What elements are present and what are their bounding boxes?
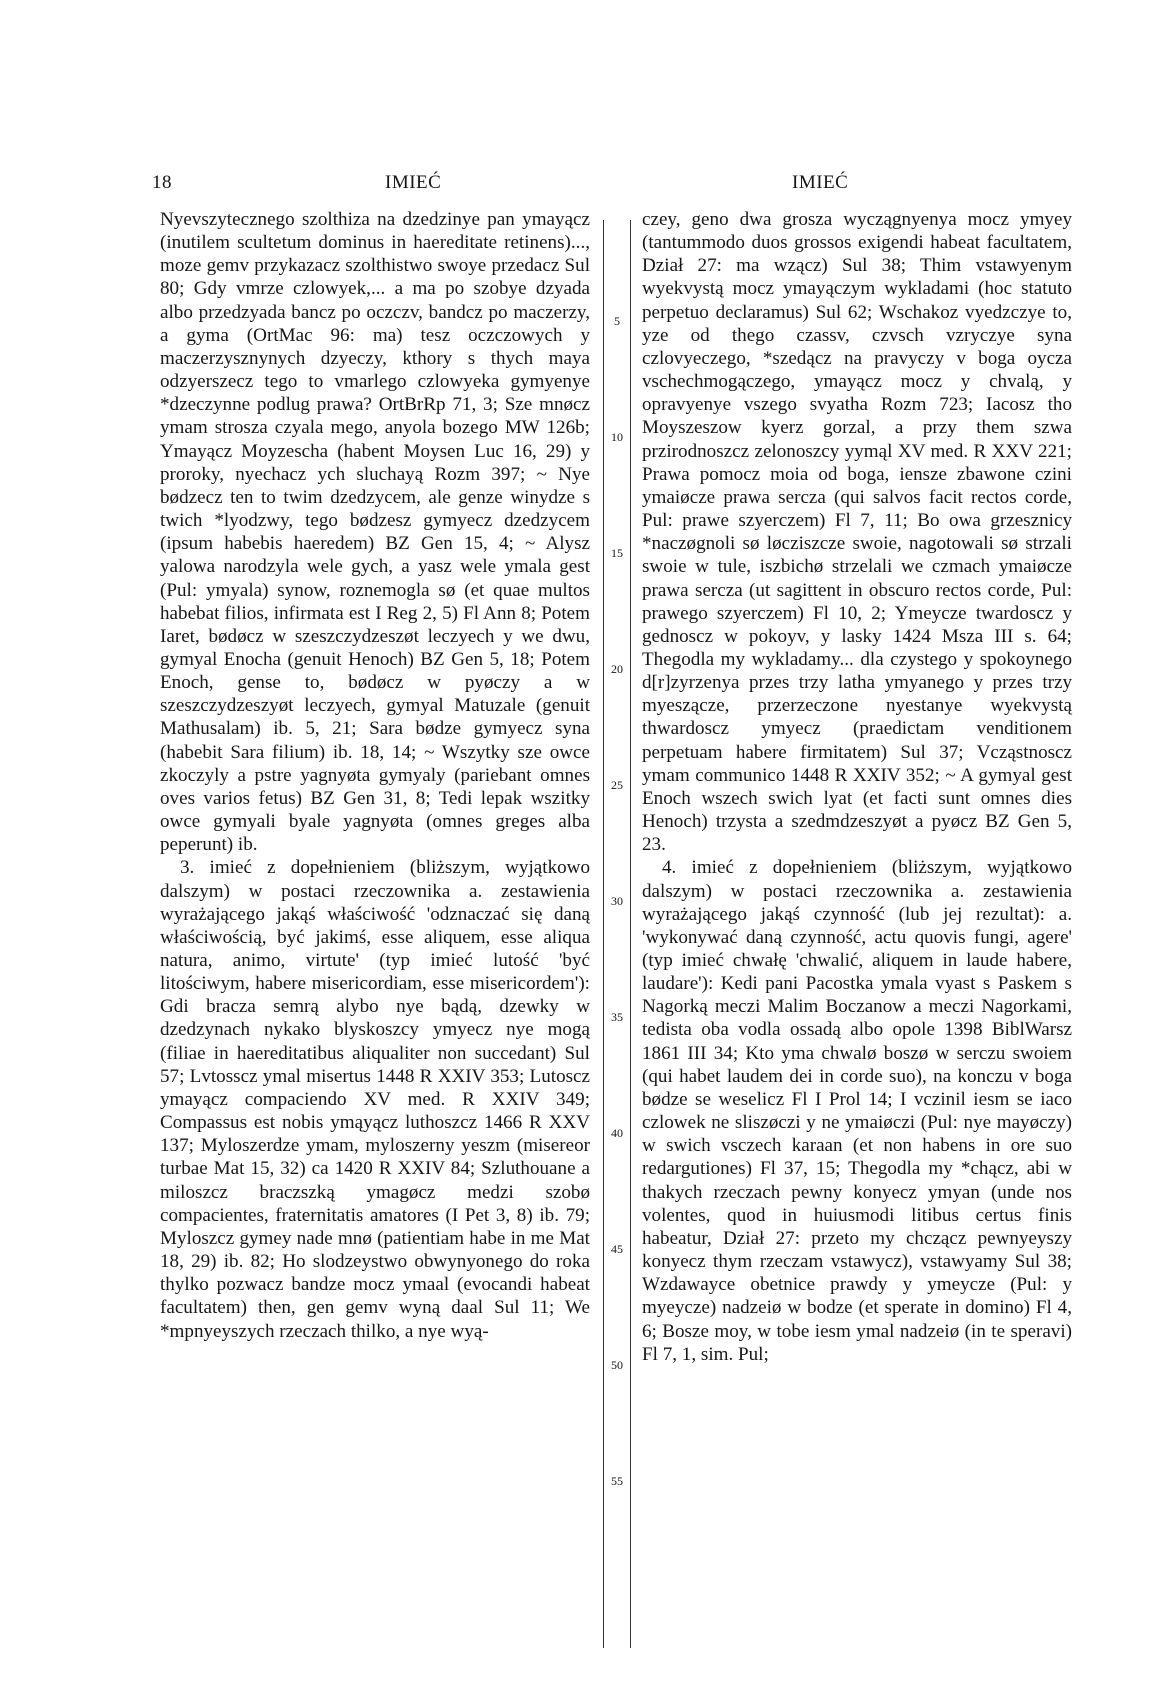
line-number-20: 20 bbox=[611, 662, 623, 676]
left-paragraph-1: Nyevszytecznego szolthiza na dzedzinye pan ymayącz (inutilem scultetum dominus in haereditate retinens)..., moze gemv przykazacz szolthistwo swoye przedacz Sul 80; Gdy vmrze czlowyek,... a ma po szobye dzyada albo przedzyada bancz po oczczv, bandcz po maczerzy, a gyma (OrtMac 96: ma) tesz oczczowych y maczerzysznynych dzyeczy, kthory s thych maya odzyerszecz tego to vmarlego czlowyeka gymyenye *dzeczynne podlug prawa? OrtBrRp 71, 3; Sze mnøcz ymam strosza czyala mego, anyola bozego MW 126b; Ymayącz Moyzescha (habent Moysen Luc 16, 29) y proroky, nyechacz ych sluchayą Rozm 397; ~ Nye bødzecz ten to twim dzedzycem, ale genze winydze s twich *lyodzwy, tego bødzesz gymyecz dzedzycem (ipsum habebis haeredem) BZ Gen 15, 4; ~ Alysz yalowa narodzyla wele gych, a yasz wele ymala gest (Pul: ymyala) synow, roznemogla sø (et quae multos habebat filios, infirmata est I Reg 2, 5) Fl Ann 8; Potem Iaret, bødøcz w szeszczydzeszøt leczyech y we dwu, gymyal Enocha (genuit Henoch) BZ Gen 5, 18; Potem Enoch, gense to, bødøcz w pyøczy a w szeszczydzeszyøt leczyech, gymyal Matuzale (genuit Mathusalam) ib. 5, 21; Sara bødze gymyecz syna (habebit Sara filium) ib. 18, 14; ~ Wszytky sze owce zkoczyly a pstre yagnyøta gymyaly (pariebant omnes oves varios fetus) BZ Gen 31, 8; Tedi lepak wszitky owce gymyali byale yagnyøta (omnes greges alba peperunt) ib. bbox=[160, 209, 590, 856]
right-running-head: IMIEĆ bbox=[792, 172, 849, 193]
line-number-40: 40 bbox=[611, 1126, 623, 1140]
line-number-55: 55 bbox=[611, 1474, 623, 1488]
left-running-head: IMIEĆ bbox=[385, 172, 442, 193]
left-column bbox=[160, 208, 590, 1343]
line-number-50: 50 bbox=[611, 1358, 623, 1372]
line-number-15: 15 bbox=[611, 546, 623, 560]
column-divider-right bbox=[630, 220, 631, 1648]
line-number-5: 5 bbox=[614, 314, 620, 328]
page-number: 18 bbox=[152, 172, 172, 193]
right-paragraph-2: 4. imieć z dopełnieniem (bliższym, wyjątkowo dalszym) w postaci rzeczownika a. zestawienia wyrażającego jakąś czynność (lub jej rezultat): a. 'wykonywać daną czynność, actu quovis fungi, agere' (typ imieć chwałę 'chwalić, aliquem in laude habere, laudare'): Kedi pani Pacostka ymala vyast s Paskem s Nagorką meczi Malim Boczanow a meczi Nagorkami, tedista oba vodla ossadą albo opole 1398 BiblWarsz 1861 III 34; Kto yma chwalø boszø w serczu swoiem (qui habet laudem dei in corde suo), na konczu v boga bødze se weselicz Fl I Prol 14; I vczinil iesm se iaco czlowek ne sliszøczi y ne ymaiøczi (Pul: nye mayøczy) w swich vsczech karaan (et non habens in ore suo redargutiones) Fl 37, 15; Thegodla my *chącz, abi w thakych rzeczach pewny konyecz ymyan (unde nos volentes, quod in huiusmodi litibus certus finis habeatur, Dział 27: przeto my chczącz pewnyeyszy konyecz thym rzeczam vstawycz), vstawyamy Sul 38; Wzdawayce obetnice prawdy y ymeycze (Pul: y myeycze) nadzeiø w bodze (et sperate in domino) Fl 4, 6; Bosze moy, w tobe iesm ymal nadzeiø (in te speravi) Fl 7, 1, sim. Pul; bbox=[642, 857, 1072, 1365]
line-number-10: 10 bbox=[611, 430, 623, 444]
line-number-45: 45 bbox=[611, 1242, 623, 1256]
line-number-25: 25 bbox=[611, 778, 623, 792]
line-number-30: 30 bbox=[611, 894, 623, 908]
left-paragraph-2: 3. imieć z dopełnieniem (bliższym, wyjątkowo dalszym) w postaci rzeczownika a. zestawienia wyrażającego jakąś właściwość 'odznaczać się daną właściwością, być jakimś, esse aliquem, esse aliqua natura, animo, virtute' (typ imieć lutość 'być litościwym, habere misericordiam, esse misericordem'): Gdi bracza semrą alybo nye bądą, dzewky w dzedzynach nykako blyskoszcy ymyecz nye mogą (filiae in haereditatibus aliqualiter non succedant) Sul 57; Lvtosscz ymal misertus 1448 R XXIV 353; Lutoscz ymayącz compaciendo XV med. R XXIV 349; Compassus est nobis ymąyącz luthoszcz 1466 R XXV 137; Myloszerdze ymam, myloszerny yeszm (misereor turbae Mat 15, 32) ca 1420 R XXIV 84; Szluthouane a miloszcz braczszką ymagøcz medzi szobø compacientes, fraternitatis amatores (I Pet 3, 8) ib. 79; Myloszcz gymey nade mnø (patientiam habe in me Mat 18, 29) ib. 82; Ho slodzeystwo obwynyonego do roka thylko pozwacz bandze mocz ymaal (evocandi habeat facultatem) then, gen gemv wyną daal Sul 11; We *mpnyeyszych rzeczach thilko, a nye wyą- bbox=[160, 857, 590, 1342]
column-divider-left bbox=[603, 220, 604, 1648]
line-number-35: 35 bbox=[611, 1010, 623, 1024]
right-column bbox=[642, 208, 1072, 1366]
right-paragraph-1: czey, geno dwa grosza wyczągnyenya mocz ymyey (tantummodo duos grossos exigendi habeat facultatem, Dział 27: ma wząсz) Sul 38; Thim vstawyenym wyekvystą mocz ymayączym wykladami (hoc statuto perpetuo declaramus) Sul 62; Wschakoz vyedzczye to, yze od thego czassv, czvsch vzryczye syna czlovyeczego, *szedącz na pravyczy v boga oycza vschechmogączego, ymayącz mocz y chvalą, y opravyenye vszego svyatha Rozm 723; Iacosz tho Moyszeszow kyerz gorzal, a przy them szwa przirodnoszcz zelonoszcy yymąl XV med. R XXV 221; Prawa pomocz moia od boga, iensze zbawone czini ymaiøcze prawa sercza (qui salvos facit rectos corde, Pul: prawe szyerczem) Fl 7, 11; Bo owa grzesznicy *naczøgnoli sø løcziszcze swoie, nagotowali sø strzali swoie w tule, iszbichø strzelali we czmach ymaiøcze prawa sercza (ut sagittent in obscuro rectos corde, Pul: prawego szyerczem) Fl 10, 2; Ymeycze twardoscz y gednoscz w pokoyv, y lasky 1424 Msza III s. 64; Thegodla my wykladamy... dla czystego y spokoynego d[r]zyrzenya przes trzy latha ymyanego y przes trzy myesząсze, przerzeczone nyestanye wyekvystą thwardoscz ymyecz (praedictam venditionem perpetuam habere firmitatem) Sul 37; Vcząstnoscz ymam communico 1448 R XXIV 352; ~ A gymyal gest Enoch wszech swich lyat (et facti sunt omnes dies Henoch) trzysta a szedmdzeszyøt a pyøcz BZ Gen 5, 23. bbox=[642, 209, 1072, 856]
